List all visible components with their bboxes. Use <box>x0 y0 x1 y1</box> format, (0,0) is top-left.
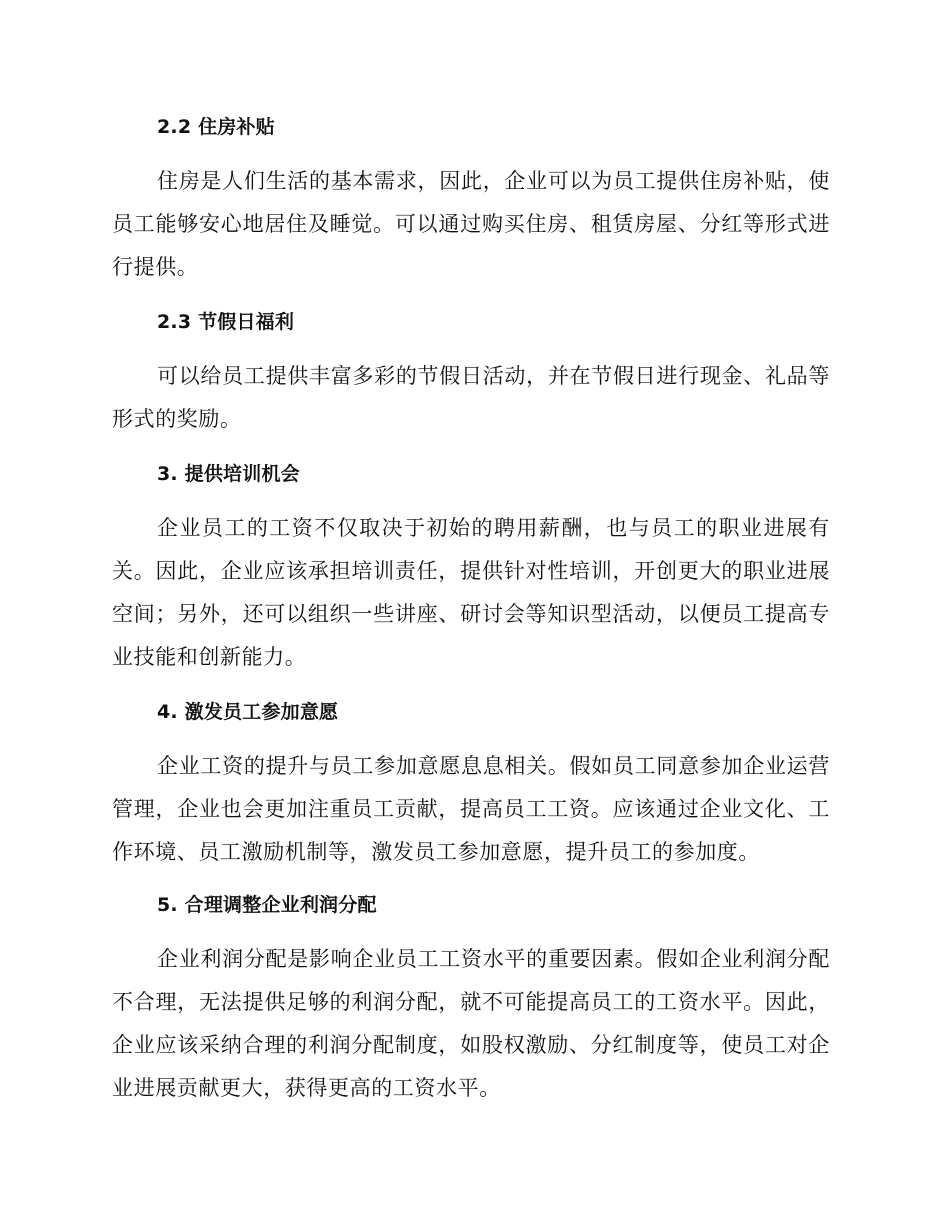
section-paragraph-training: 企业员工的工资不仅取决于初始的聘用薪酬，也与员工的职业进展有关。因此，企业应该承担培训责任，提供针对性培训，开创更大的职业进展空间；另外，还可以组织一些讲座、研讨会等知识型活动，以便员工提高专业技能和创新能力。 <box>112 516 830 669</box>
section-heading-participation: 4. 激发员工参加意愿 <box>157 701 339 723</box>
section-heading-training: 3. 提供培训机会 <box>157 463 300 485</box>
section-paragraph-holiday-benefits: 可以给员工提供丰富多彩的节假日活动，并在节假日进行现金、礼品等形式的奖励。 <box>112 364 830 431</box>
section-heading-profit-distribution: 5. 合理调整企业利润分配 <box>157 894 377 916</box>
section-paragraph-profit-distribution: 企业利润分配是影响企业员工工资水平的重要因素。假如企业利润分配不合理，无法提供足够的利润分配，就不可能提高员工的工资水平。因此，企业应该采纳合理的利润分配制度，如股权激励、分红制度等，使员工对企业进展贡献更大，获得更高的工资水平。 <box>112 947 830 1100</box>
section-paragraph-housing-subsidy: 住房是人们生活的基本需求，因此，企业可以为员工提供住房补贴，使员工能够安心地居住及睡觉。可以通过购买住房、租赁房屋、分红等形式进行提供。 <box>112 169 830 279</box>
section-heading-housing-subsidy: 2.2 住房补贴 <box>157 116 275 138</box>
section-paragraph-participation: 企业工资的提升与员工参加意愿息息相关。假如员工同意参加企业运营管理，企业也会更加注重员工贡献，提高员工工资。应该通过企业文化、工作环境、员工激励机制等，激发员工参加意愿，提升员工的参加度。 <box>112 754 830 864</box>
section-heading-holiday-benefits: 2.3 节假日福利 <box>157 311 295 333</box>
